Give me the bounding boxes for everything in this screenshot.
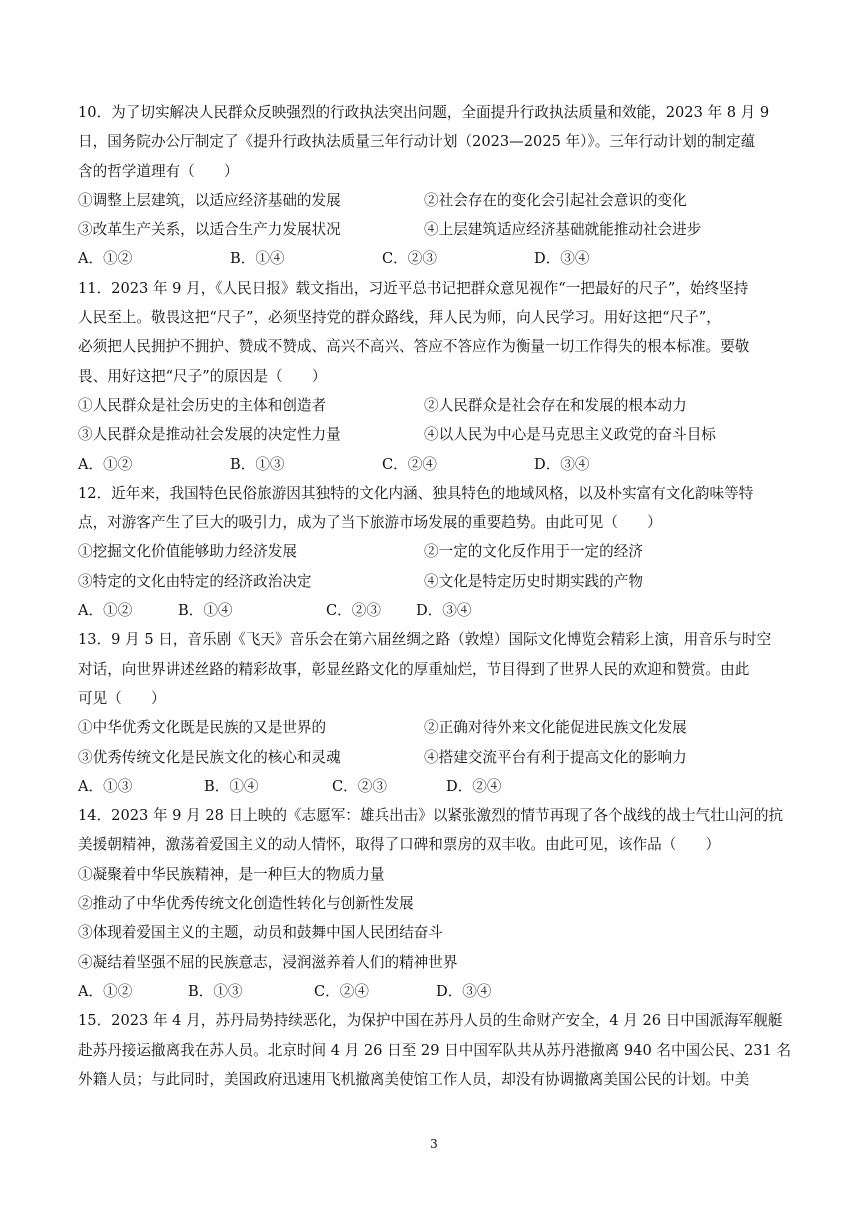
choice-a: A．①③ (78, 777, 133, 795)
statement-row (78, 391, 796, 420)
statement-3: ③人民群众是推动社会发展的决定性力量 (78, 426, 341, 444)
choice-c: C．②④ (382, 455, 437, 473)
question-stem-line: 10．为了切实解决人民群众反映强烈的行政执法突出问题，全面提升行政执法质量和效能，2023 年 8 月 9 (78, 104, 770, 121)
question-14 (78, 801, 796, 1006)
question-stem-line: 赴苏丹接运撤离我在苏人员。北京时间 4 月 26 日至 29 日中国军队共从苏丹港撤离 940 名中国公民、231 名 (78, 1041, 792, 1059)
question-stem-line: 外籍人员；与此同时，美国政府迅速用飞机撤离美使馆工作人员，却没有协调撤离美国公民的计划。中美 (78, 1070, 750, 1088)
choice-d: D．③④ (436, 982, 492, 1000)
answer-choices (78, 977, 796, 1006)
answer-choices (78, 244, 796, 273)
question-10 (78, 98, 796, 274)
question-13 (78, 625, 796, 801)
question-stem-line: 点，对游客产生了巨大的吸引力，成为了当下旅游市场发展的重要趋势。由此可见（ ） (78, 514, 662, 532)
choice-c: C．②③ (382, 250, 437, 268)
choice-d: D．③④ (416, 602, 472, 620)
page-number: 3 (430, 1137, 438, 1151)
question-12 (78, 479, 796, 625)
question-stem-line: 畏、用好这把“尺子”的原因是（ ） (78, 367, 327, 385)
choice-b: B．①③ (230, 455, 285, 473)
question-stem-line: 含的哲学道理有（ ） (78, 162, 239, 180)
statement-row (78, 215, 796, 244)
statement-2: ②推动了中华优秀传统文化创造性转化与创新性发展 (78, 895, 414, 913)
statement-2: ②正确对待外来文化能促进民族文化发展 (424, 719, 687, 737)
statement-row (78, 567, 796, 596)
statement-1: ①人民群众是社会历史的主体和创造者 (78, 396, 327, 414)
question-stem-line: 人民至上。敬畏这把“尺子”，必须坚持党的群众路线，拜人民为师，向人民学习。用好这把“尺子”， (78, 309, 721, 327)
statement-row (78, 743, 796, 772)
question-stem-line: 15．2023 年 4 月，苏丹局势持续恶化，为保护中国在苏丹人员的生命财产安全，4 月 26 日中国派海军舰艇 (78, 1012, 783, 1030)
statement-3: ③特定的文化由特定的经济政治决定 (78, 572, 312, 590)
statement-1: ①中华优秀文化既是民族的又是世界的 (78, 719, 327, 737)
question-stem-line: 美援朝精神，激荡着爱国主义的动人情怀，取得了口碑和票房的双丰收。由此可见，该作品（ ） (78, 836, 721, 854)
statement-3: ③体现着爱国主义的主题，动员和鼓舞中国人民团结奋斗 (78, 924, 443, 942)
choice-c: C．②④ (314, 982, 369, 1000)
statement-3: ③优秀传统文化是民族文化的核心和灵魂 (78, 748, 341, 766)
question-11 (78, 274, 796, 479)
choice-b: B．①④ (204, 777, 259, 795)
question-15 (78, 1006, 796, 1094)
choice-a: A．①② (78, 602, 133, 620)
statement-row (78, 713, 796, 742)
question-stem-line: 13．9 月 5 日，音乐剧《飞天》音乐会在第六届丝绸之路（敦煌）国际文化博览会精彩上演，用音乐与时空 (78, 631, 772, 649)
choice-d: D．③④ (534, 455, 590, 473)
statement-3: ③改革生产关系，以适合生产力发展状况 (78, 221, 341, 239)
statement-4: ④文化是特定历史时期实践的产物 (424, 572, 643, 590)
statement-1: ①调整上层建筑，以适应经济基础的发展 (78, 191, 341, 209)
statement-2: ②人民群众是社会存在和发展的根本动力 (424, 396, 687, 414)
statement-2: ②社会存在的变化会引起社会意识的变化 (424, 191, 687, 209)
choice-a: A．①② (78, 982, 133, 1000)
question-stem-line: 11．2023 年 9 月，《人民日报》载文指出，习近平总书记把群众意见视作“一把最好的尺子”，始终坚持 (78, 279, 749, 297)
choice-c: C．②③ (326, 602, 381, 620)
answer-choices (78, 772, 796, 801)
question-stem-line: 可见（ ） (78, 689, 166, 707)
choice-b: B．①④ (230, 250, 285, 268)
answer-choices (78, 450, 796, 479)
choice-a: A．①② (78, 455, 133, 473)
question-stem-line: 日，国务院办公厅制定了《提升行政执法质量三年行动计划（2023—2025 年）》。三年行动计划的制定蕴 (78, 133, 756, 151)
statement-row (78, 537, 796, 566)
question-stem-line: 12．近年来，我国特色民俗旅游因其独特的文化内涵、独具特色的地域风格，以及朴实富有文化韵味等特 (78, 484, 754, 502)
statement-4: ④上层建筑适应经济基础就能推动社会进步 (424, 221, 702, 239)
question-stem-line: 14．2023 年 9 月 28 日上映的《志愿军：雄兵出击》以紧张激烈的情节再现了各个战线的战士气壮山河的抗 (78, 807, 784, 825)
answer-choices (78, 596, 796, 625)
statement-1: ①挖掘文化价值能够助力经济发展 (78, 543, 297, 561)
exam-page (78, 98, 796, 1094)
choice-d: D．③④ (534, 250, 590, 268)
statement-row (78, 420, 796, 449)
statement-4: ④搭建交流平台有利于提高文化的影响力 (424, 748, 687, 766)
statement-1: ①凝聚着中华民族精神，是一种巨大的物质力量 (78, 865, 385, 883)
question-stem-line: 对话，向世界讲述丝路的精彩故事，彰显丝路文化的厚重灿烂，节目得到了世界人民的欢迎和赞赏。由此 (78, 660, 750, 678)
choice-b: B．①③ (188, 982, 243, 1000)
statement-row (78, 186, 796, 215)
choice-b: B．①④ (178, 602, 233, 620)
choice-d: D．②④ (446, 777, 502, 795)
statement-4: ④以人民为中心是马克思主义政党的奋斗目标 (424, 426, 716, 444)
choice-a: A．①② (78, 250, 133, 268)
statement-4: ④凝结着坚强不屈的民族意志，浸润滋养着人们的精神世界 (78, 953, 458, 971)
statement-2: ②一定的文化反作用于一定的经济 (424, 543, 643, 561)
choice-c: C．②③ (332, 777, 387, 795)
question-stem-line: 必须把人民拥护不拥护、赞成不赞成、高兴不高兴、答应不答应作为衡量一切工作得失的根本标准。要敬 (78, 338, 750, 356)
